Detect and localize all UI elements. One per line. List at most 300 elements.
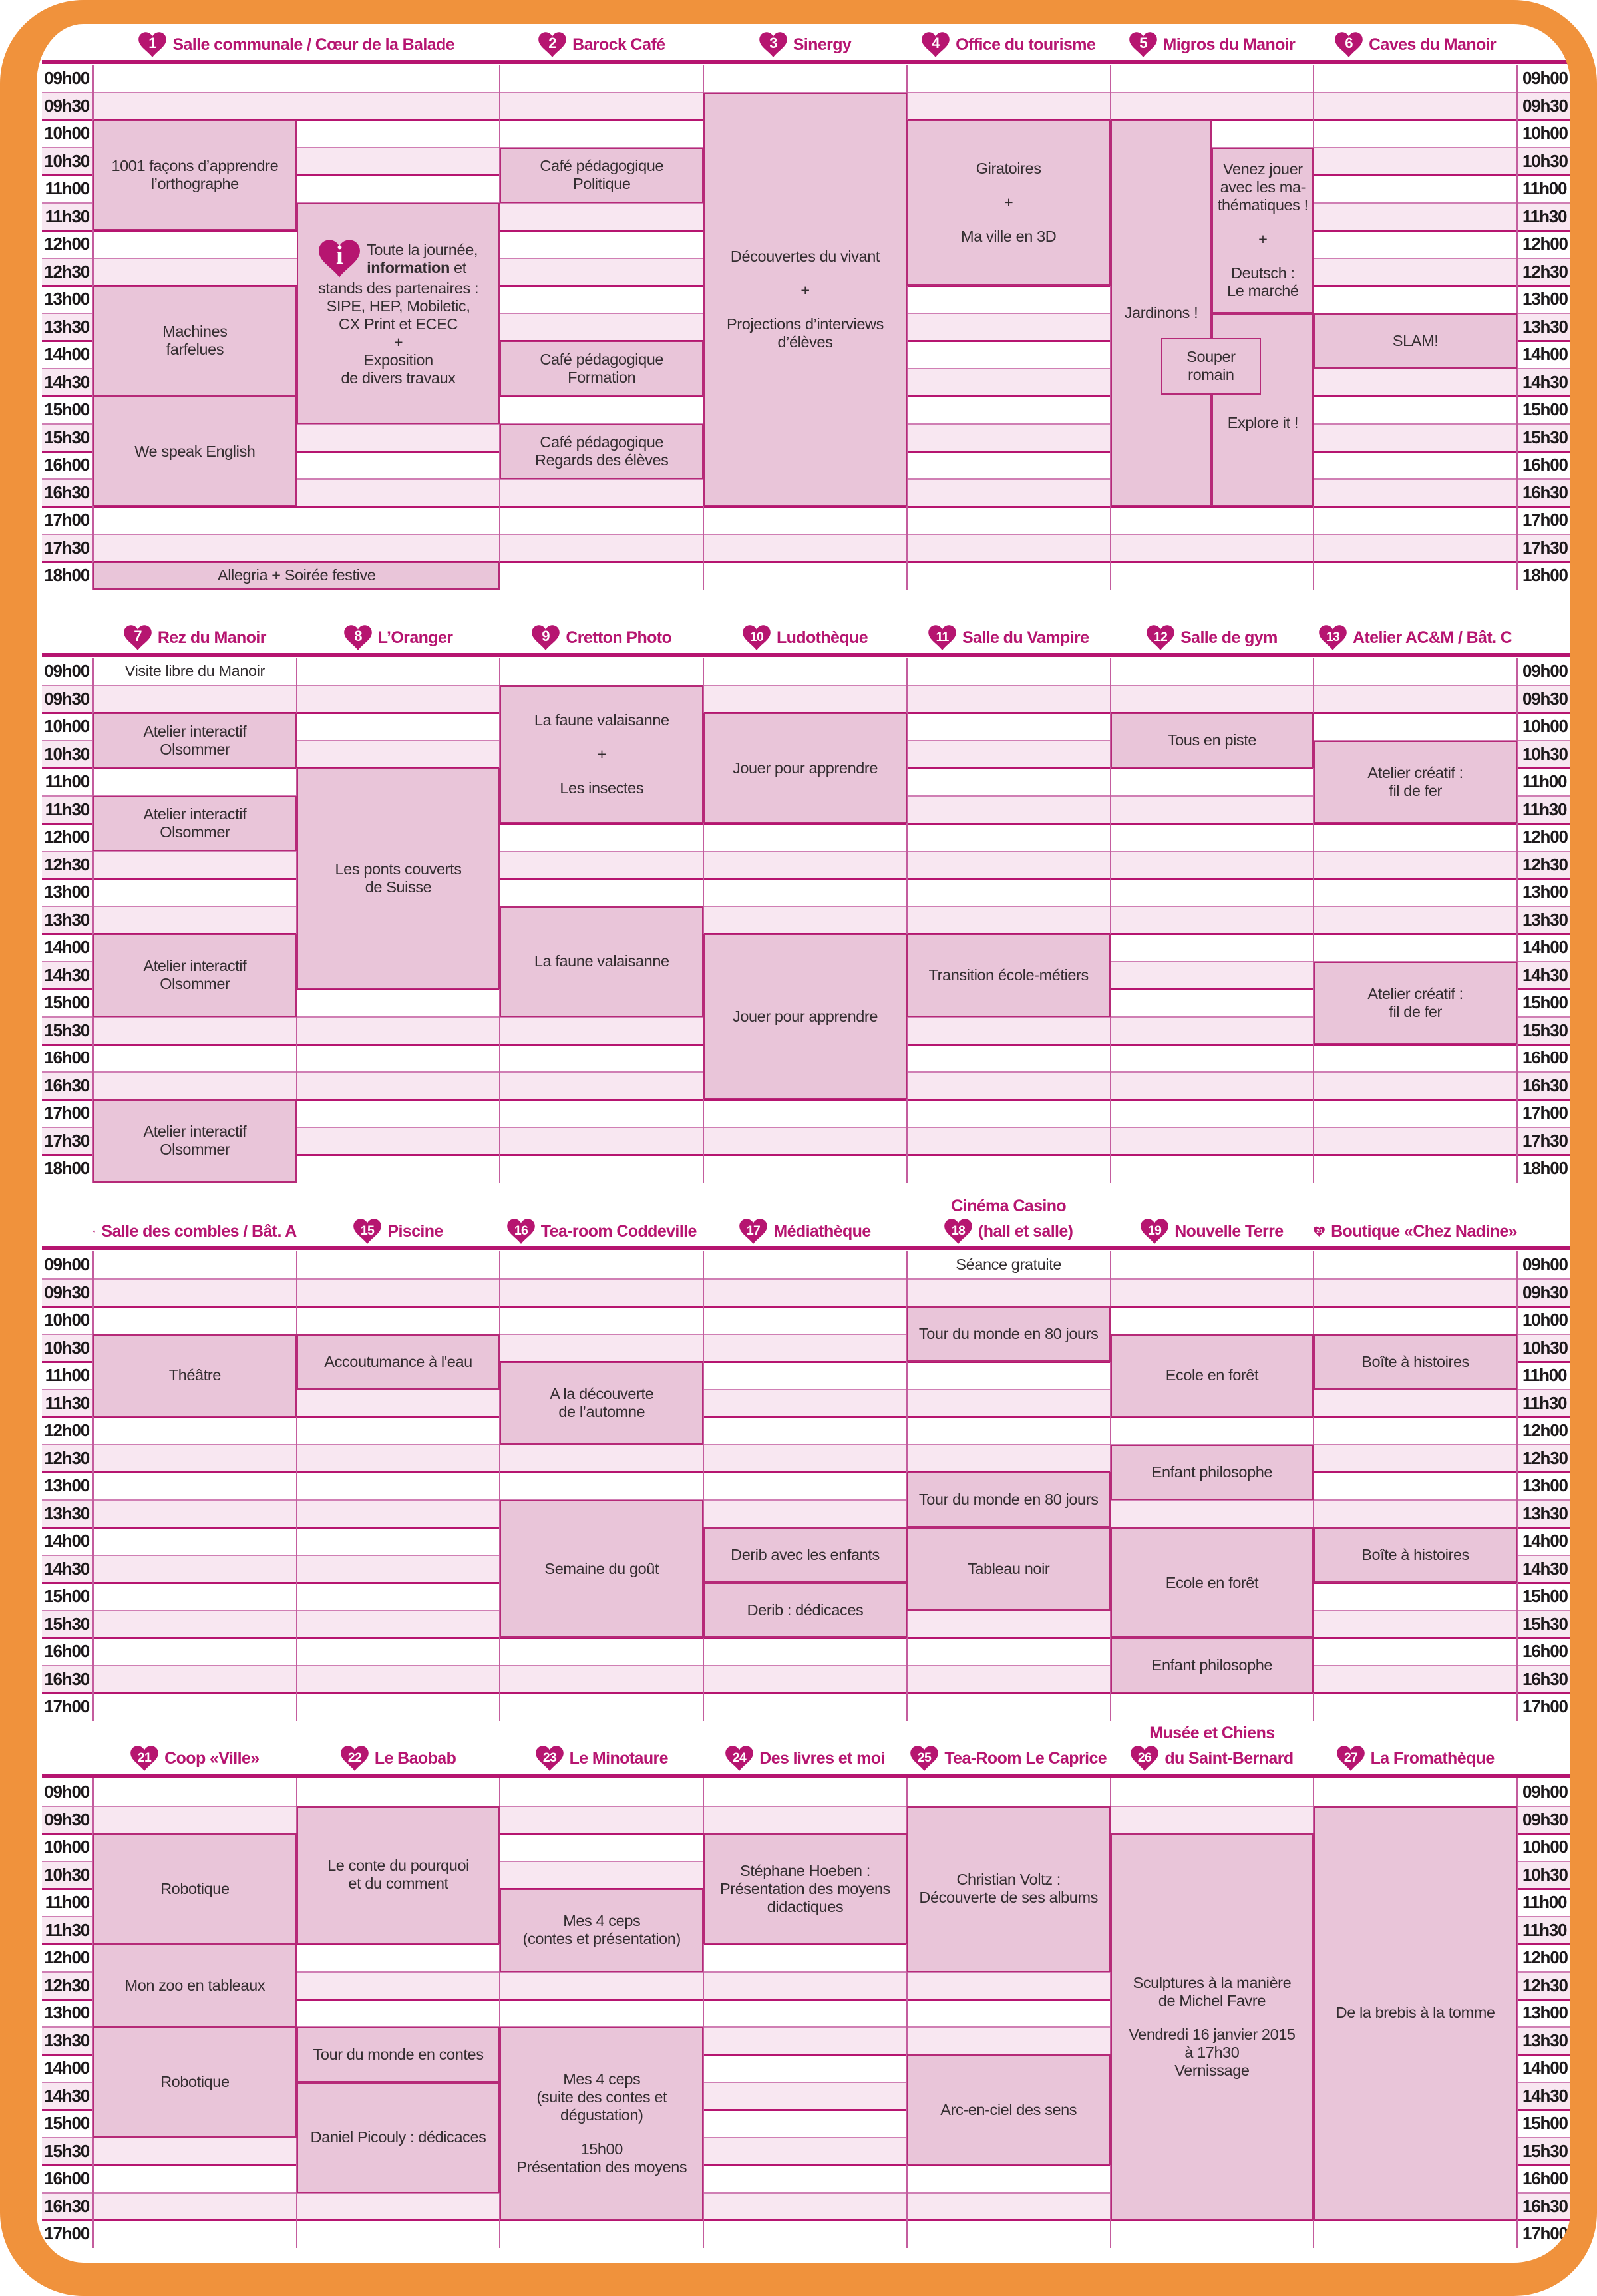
venue-header-25 (907, 1744, 1111, 1773)
time-label: 10h00 (1522, 1310, 1568, 1330)
time-label: 15h30 (1522, 427, 1568, 447)
svg-text:1: 1 (148, 34, 157, 51)
event-block (93, 120, 297, 230)
header-rule (42, 653, 1574, 657)
event-label-line: Sculptures à la manière (1133, 1974, 1292, 1991)
venue-header-18 (907, 1217, 1111, 1246)
venue-number-heart-icon (341, 1746, 369, 1772)
event-label-line: Ma ville en 3D (961, 228, 1057, 245)
time-label: 14h00 (1522, 1531, 1568, 1551)
venue-number-heart-icon (743, 625, 771, 651)
time-label: 14h00 (1522, 344, 1568, 365)
time-label: 16h00 (44, 1641, 89, 1662)
venue-header-13 (1314, 623, 1517, 652)
event-block (1314, 741, 1517, 824)
time-label: 16h00 (44, 1048, 89, 1068)
time-label: 12h00 (1522, 234, 1568, 254)
time-label: 14h30 (1522, 1558, 1568, 1579)
event-label-line: stands des partenaires : (317, 279, 479, 297)
venue-header-15 (297, 1217, 500, 1246)
time-label: 15h30 (1522, 1020, 1568, 1040)
venue-number-heart-icon (1314, 1219, 1325, 1244)
event-block (93, 2027, 297, 2138)
event-label-line: Découvertes du vivant (730, 247, 880, 265)
svg-text:9: 9 (542, 627, 550, 644)
time-label: 16h30 (44, 1075, 89, 1095)
venue-name: Salle des combles / Bât. A (101, 1221, 297, 1241)
time-label: 14h00 (44, 2058, 89, 2078)
event-label-line: Vernissage (1174, 2062, 1250, 2079)
event-label-line: Enfant philosophe (1151, 1656, 1273, 1674)
venue-header-topline: Musée et Chiens (1149, 1723, 1275, 1742)
row-stripe (42, 1472, 1574, 1500)
venue-name: Salle de gym (1180, 628, 1278, 647)
time-label: 11h00 (1522, 771, 1567, 792)
time-label: 10h00 (1522, 123, 1568, 144)
time-label: 12h00 (44, 1947, 89, 1968)
time-label: 09h30 (44, 95, 89, 116)
time-label: 09h00 (1522, 1782, 1568, 1802)
venue-number-heart-icon (538, 32, 566, 58)
row-stripe (42, 2220, 1574, 2248)
event-label-line: Olsommer (160, 1141, 230, 1159)
time-label: 15h00 (44, 1586, 89, 1607)
time-label: 11h30 (1522, 206, 1567, 226)
svg-text:4: 4 (932, 34, 940, 51)
event-label-line: Souper (1186, 348, 1236, 366)
svg-text:3: 3 (769, 34, 777, 51)
row-line (42, 1665, 1574, 1666)
event-label-line: Stéphane Hoeben : (740, 1861, 870, 1879)
row-stripe (42, 906, 1574, 934)
venue-header-23 (500, 1744, 703, 1773)
time-label: 14h00 (1522, 937, 1568, 958)
svg-text:24: 24 (733, 1750, 747, 1765)
event-label-line: Olsommer (160, 975, 230, 993)
time-label: 16h30 (44, 482, 89, 502)
venue-number-heart-icon (138, 32, 166, 58)
event-block (297, 1806, 500, 1945)
event-label-line: Ecole en forêt (1165, 1366, 1259, 1384)
venue-number-heart-icon (922, 32, 950, 58)
band-2 (0, 627, 1597, 1183)
time-label: 14h00 (44, 937, 89, 958)
event-label-line: fil de fer (1389, 781, 1442, 799)
event-label-line: Atelier interactif (143, 1123, 247, 1141)
time-label: 15h00 (1522, 1586, 1568, 1607)
event-label-line: Mon zoo en tableaux (124, 1976, 266, 1994)
time-label: 12h00 (1522, 1947, 1568, 1968)
event-label-line: Deutsch : (1231, 264, 1295, 282)
event-block (703, 1833, 907, 1944)
event-block (1111, 1445, 1314, 1500)
time-label: 12h30 (44, 261, 89, 282)
time-label: 15h30 (44, 427, 89, 447)
event-label-line: SLAM! (1392, 331, 1439, 349)
event-label-line: Projections d’interviews (727, 315, 884, 333)
time-label: 17h00 (1522, 1696, 1568, 1717)
event-block (1314, 962, 1517, 1045)
event-label-line: Boîte à histoires (1361, 1546, 1469, 1563)
event-block (1314, 1806, 1517, 2221)
event-label-line: Exposition (363, 351, 433, 369)
venue-number-heart-icon (353, 1219, 381, 1244)
event-label-line: de Michel Favre (1158, 1992, 1266, 2009)
event-label-line: + (1004, 194, 1013, 211)
event-label-line: l’orthographe (150, 175, 239, 192)
venue-number-heart-icon (944, 1219, 972, 1244)
time-label: 13h00 (1522, 882, 1568, 902)
row-stripe (42, 878, 1574, 906)
time-label: 17h00 (1522, 510, 1568, 530)
row-line (42, 906, 1574, 907)
time-label: 15h30 (1522, 1613, 1568, 1634)
event-label-line: Olsommer (160, 823, 230, 841)
time-label: 11h00 (1522, 1365, 1567, 1386)
event-block (703, 93, 907, 507)
time-label: 18h00 (44, 565, 89, 586)
column-line (1516, 658, 1518, 1183)
time-label: 18h00 (1522, 565, 1568, 586)
event-label-line: farfelues (166, 341, 224, 358)
time-label: 09h00 (44, 661, 89, 681)
time-label: 16h30 (1522, 1668, 1568, 1689)
event-label-line: Vendredi 16 janvier 2015 (1129, 2026, 1296, 2043)
time-label: 11h00 (1522, 178, 1567, 199)
time-label: 15h30 (44, 2140, 89, 2161)
time-label: 09h30 (1522, 688, 1568, 709)
row-stripe (42, 1693, 1574, 1721)
venue-header-20 (1314, 1217, 1517, 1246)
column-line (703, 1251, 704, 1721)
venue-name: Salle communale / Cœur de la Balade (172, 35, 454, 54)
time-label: 12h30 (1522, 1447, 1568, 1468)
band-3 (0, 1196, 1597, 1721)
event-block (500, 685, 703, 824)
venue-number-heart-icon (1337, 1746, 1365, 1772)
venue-name: Le Minotaure (569, 1748, 668, 1768)
time-label: 14h30 (44, 964, 89, 985)
time-label: 11h00 (45, 178, 89, 199)
venue-number-heart-icon (1335, 32, 1363, 58)
event-label-line: Robotique (160, 1879, 230, 1897)
time-label: 15h30 (44, 1020, 89, 1040)
svg-text:12: 12 (1154, 629, 1168, 644)
time-label: 11h00 (45, 1892, 89, 1913)
time-label: 09h30 (1522, 95, 1568, 116)
time-label: 11h30 (1522, 1392, 1567, 1413)
event-label-line: Tour du monde en 80 jours (918, 1491, 1099, 1508)
time-label: 15h30 (44, 1613, 89, 1634)
time-label: 15h00 (1522, 2113, 1568, 2134)
event-label-line: dégustation) (560, 2106, 643, 2124)
time-label: 14h30 (1522, 964, 1568, 985)
event-block (297, 2027, 500, 2082)
event-block (500, 1889, 703, 1972)
time-label: 12h00 (44, 1420, 89, 1441)
event-label-line: Derib avec les enfants (731, 1546, 880, 1563)
venue-number-heart-icon (1319, 625, 1347, 651)
svg-text:23: 23 (542, 1750, 556, 1765)
time-label: 14h30 (44, 2085, 89, 2106)
venue-header-17 (703, 1217, 907, 1246)
svg-text:21: 21 (138, 1750, 152, 1765)
header-rule (42, 1246, 1574, 1250)
time-label: 13h30 (1522, 909, 1568, 930)
event-label-line: de divers travaux (341, 369, 456, 387)
event-label-line: Présentation des moyens (720, 1879, 890, 1897)
venue-header-3 (703, 30, 907, 59)
time-label: 13h30 (44, 316, 89, 337)
event-label-line: (contes et présentation) (522, 1930, 681, 1948)
venue-number-heart-icon (1141, 1219, 1168, 1244)
event-label-line: de Suisse (365, 878, 432, 896)
time-label: 16h30 (1522, 482, 1568, 502)
row-line (42, 1499, 1574, 1501)
info-intro-text: Toute la journée, information et (367, 240, 478, 276)
time-label: 16h30 (44, 2196, 89, 2216)
row-stripe (42, 685, 1574, 713)
event-label-line: Théâtre (168, 1366, 221, 1384)
venue-name: du Saint-Bernard (1164, 1748, 1294, 1768)
event-block (93, 1833, 297, 1944)
time-label: 10h30 (44, 150, 89, 171)
venue-name: Coop «Ville» (164, 1748, 260, 1768)
event-label-line: Boîte à histoires (1361, 1352, 1469, 1370)
venue-header-4 (907, 30, 1111, 59)
row-line (42, 878, 1574, 880)
time-label: 10h30 (44, 1337, 89, 1358)
time-label: 12h30 (44, 854, 89, 874)
event-block (907, 1251, 1111, 1279)
venue-number-heart-icon (1131, 1746, 1158, 1772)
band-1 (0, 34, 1597, 590)
svg-text:5: 5 (1139, 34, 1147, 51)
time-label: 17h30 (1522, 1130, 1568, 1151)
venue-header-10 (703, 623, 907, 652)
time-label: 09h30 (44, 1809, 89, 1829)
event-label-line: Jardinons ! (1124, 304, 1198, 321)
time-label: 13h00 (1522, 2003, 1568, 2023)
row-stripe (42, 506, 1574, 534)
event-block (500, 1362, 703, 1445)
event-label-line: Atelier créatif : (1367, 763, 1463, 781)
event-label-line: Regards des élèves (535, 451, 669, 469)
venue-number-heart-icon (910, 1746, 938, 1772)
event-block (1111, 1334, 1314, 1418)
time-label: 11h00 (45, 1365, 89, 1386)
event-label-line: Allegria + Soirée festive (217, 566, 376, 584)
time-label: 10h00 (44, 1837, 89, 1857)
event-label-line: d’élèves (777, 333, 833, 351)
event-label-line: Olsommer (160, 740, 230, 758)
row-stripe (42, 1638, 1574, 1666)
venue-number-heart-icon (725, 1746, 753, 1772)
time-label: 16h00 (44, 2168, 89, 2189)
time-label: 13h00 (44, 289, 89, 309)
row-stripe (42, 1251, 1574, 1279)
event-label-line: Mes 4 ceps (563, 2070, 641, 2088)
event-label-line: Présentation des moyens (516, 2158, 687, 2176)
time-label: 17h00 (1522, 2223, 1568, 2244)
venue-header-27 (1314, 1744, 1517, 1773)
venue-number-heart-icon (344, 625, 372, 651)
event-block (907, 1806, 1111, 1972)
venue-name: Office du tourisme (956, 35, 1096, 54)
venue-number-heart-icon (759, 32, 787, 58)
event-block (93, 1334, 297, 1418)
event-block (1314, 313, 1517, 369)
event-block (297, 2082, 500, 2193)
venue-name: Médiathèque (773, 1221, 871, 1241)
venue-header-12 (1111, 623, 1314, 652)
event-label-line: Le conte du pourquoi (327, 1857, 469, 1875)
event-block (907, 1306, 1111, 1362)
row-stripe (42, 534, 1574, 562)
row-line (42, 1692, 1574, 1694)
time-label: 12h00 (1522, 1420, 1568, 1441)
venue-name: Des livres et moi (759, 1748, 885, 1768)
time-label: 09h00 (1522, 68, 1568, 89)
time-label: 12h30 (1522, 854, 1568, 874)
event-label-line: Enfant philosophe (1151, 1463, 1273, 1481)
time-label: 10h00 (44, 1310, 89, 1330)
header-rule (42, 60, 1574, 64)
venue-number-heart-icon (928, 625, 956, 651)
svg-text:6: 6 (1345, 34, 1353, 51)
time-label: 09h30 (1522, 1809, 1568, 1829)
svg-text:27: 27 (1343, 1750, 1357, 1765)
event-label-line: Ecole en forêt (1165, 1573, 1259, 1591)
svg-text:17: 17 (747, 1223, 761, 1238)
venue-number-heart-icon (124, 625, 152, 651)
svg-text:19: 19 (1148, 1223, 1162, 1238)
venue-name: Atelier AC&M / Bât. C (1352, 628, 1512, 647)
event-block (1314, 1527, 1517, 1583)
venue-header-11 (907, 623, 1111, 652)
venue-header-26 (1111, 1744, 1314, 1773)
svg-text:13: 13 (1326, 629, 1340, 644)
time-label: 15h30 (1522, 2140, 1568, 2161)
venue-name: Piscine (387, 1221, 443, 1241)
row-stripe (42, 65, 1574, 93)
event-block (93, 396, 297, 506)
event-label-line: Café pédagogique (540, 157, 664, 174)
event-label-line: Tour du monde en 80 jours (918, 1325, 1099, 1342)
event-label-line: Visite libre du Manoir (124, 662, 265, 680)
time-label: 12h00 (44, 234, 89, 254)
event-label-line: Tour du monde en contes (313, 2045, 484, 2063)
venue-name: Salle du Vampire (962, 628, 1089, 647)
venue-name: Migros du Manoir (1162, 35, 1296, 54)
svg-text:7: 7 (134, 627, 142, 644)
event-label-line: Le marché (1227, 282, 1299, 299)
time-label: 17h00 (44, 510, 89, 530)
time-label: 11h30 (1522, 1919, 1567, 1940)
event-label-line: Tableau noir (968, 1559, 1050, 1577)
svg-text:11: 11 (936, 629, 949, 644)
event-block (93, 658, 297, 685)
event-block (93, 562, 500, 590)
event-label-line: CX Print et ECEC (339, 315, 458, 333)
time-label: 16h00 (1522, 455, 1568, 475)
event-block (93, 1099, 297, 1183)
event-label-line: Séance gratuite (956, 1256, 1061, 1274)
time-label: 10h00 (1522, 716, 1568, 737)
venue-number-heart-icon (1129, 32, 1157, 58)
venue-number-heart-icon (507, 1219, 535, 1244)
time-label: 13h00 (44, 1475, 89, 1496)
venue-header-9 (500, 623, 703, 652)
svg-text:16: 16 (514, 1223, 528, 1238)
event-block (500, 148, 703, 203)
svg-text:2: 2 (548, 34, 556, 51)
event-label-line: De la brebis à la tomme (1335, 2004, 1495, 2022)
svg-text:10: 10 (749, 629, 764, 644)
svg-text:14: 14 (93, 1231, 95, 1233)
event-block (93, 934, 297, 1017)
event-block (1111, 1527, 1314, 1638)
event-label-line: Les insectes (560, 779, 644, 797)
event-label-line: avec les ma- (1220, 178, 1306, 196)
event-block (500, 906, 703, 1017)
time-label: 13h30 (44, 1503, 89, 1523)
event-block (907, 2054, 1111, 2165)
event-label-line: Atelier interactif (143, 722, 247, 740)
svg-text:22: 22 (347, 1750, 361, 1765)
venue-name: Sinergy (793, 35, 852, 54)
time-label: 13h30 (1522, 1503, 1568, 1523)
venue-header-19 (1111, 1217, 1314, 1246)
venue-header-22 (297, 1744, 500, 1773)
event-label-line: Jouer pour apprendre (732, 1008, 878, 1025)
venue-name: Boutique «Chez Nadine» (1331, 1221, 1517, 1241)
time-label: 10h30 (44, 743, 89, 764)
event-block (297, 768, 500, 989)
event-label-line: Tous en piste (1167, 731, 1257, 749)
time-label: 13h30 (44, 909, 89, 930)
venue-number-heart-icon (739, 1219, 767, 1244)
time-label: 13h30 (44, 2030, 89, 2050)
venue-name: Caves du Manoir (1369, 35, 1497, 54)
event-block (1111, 713, 1314, 768)
time-label: 17h00 (44, 1696, 89, 1717)
event-label-line: A la découverte (550, 1385, 654, 1403)
event-block (93, 286, 297, 396)
venue-header-1 (93, 30, 500, 59)
event-block (1161, 338, 1261, 395)
row-stripe (42, 1778, 1574, 1806)
time-label: 12h30 (1522, 261, 1568, 282)
svg-text:25: 25 (918, 1750, 932, 1765)
event-label-line: We speak English (134, 442, 256, 460)
venue-number-heart-icon (532, 625, 560, 651)
time-label: 09h30 (1522, 1282, 1568, 1302)
time-label: 16h30 (1522, 2196, 1568, 2216)
venue-name: Le Baobab (374, 1748, 456, 1768)
venue-name: Tea-Room Le Caprice (944, 1748, 1107, 1768)
event-label-line: Formation (568, 368, 636, 386)
time-label: 10h30 (1522, 1337, 1568, 1358)
time-label: 09h30 (44, 688, 89, 709)
row-stripe (42, 1500, 1574, 1528)
event-label-line: de l’automne (558, 1403, 645, 1421)
event-label-line: La faune valaisanne (534, 711, 669, 729)
column-line (296, 1251, 297, 1721)
event-block (93, 796, 297, 851)
event-label-line: + (393, 333, 403, 351)
row-stripe (42, 1417, 1574, 1445)
